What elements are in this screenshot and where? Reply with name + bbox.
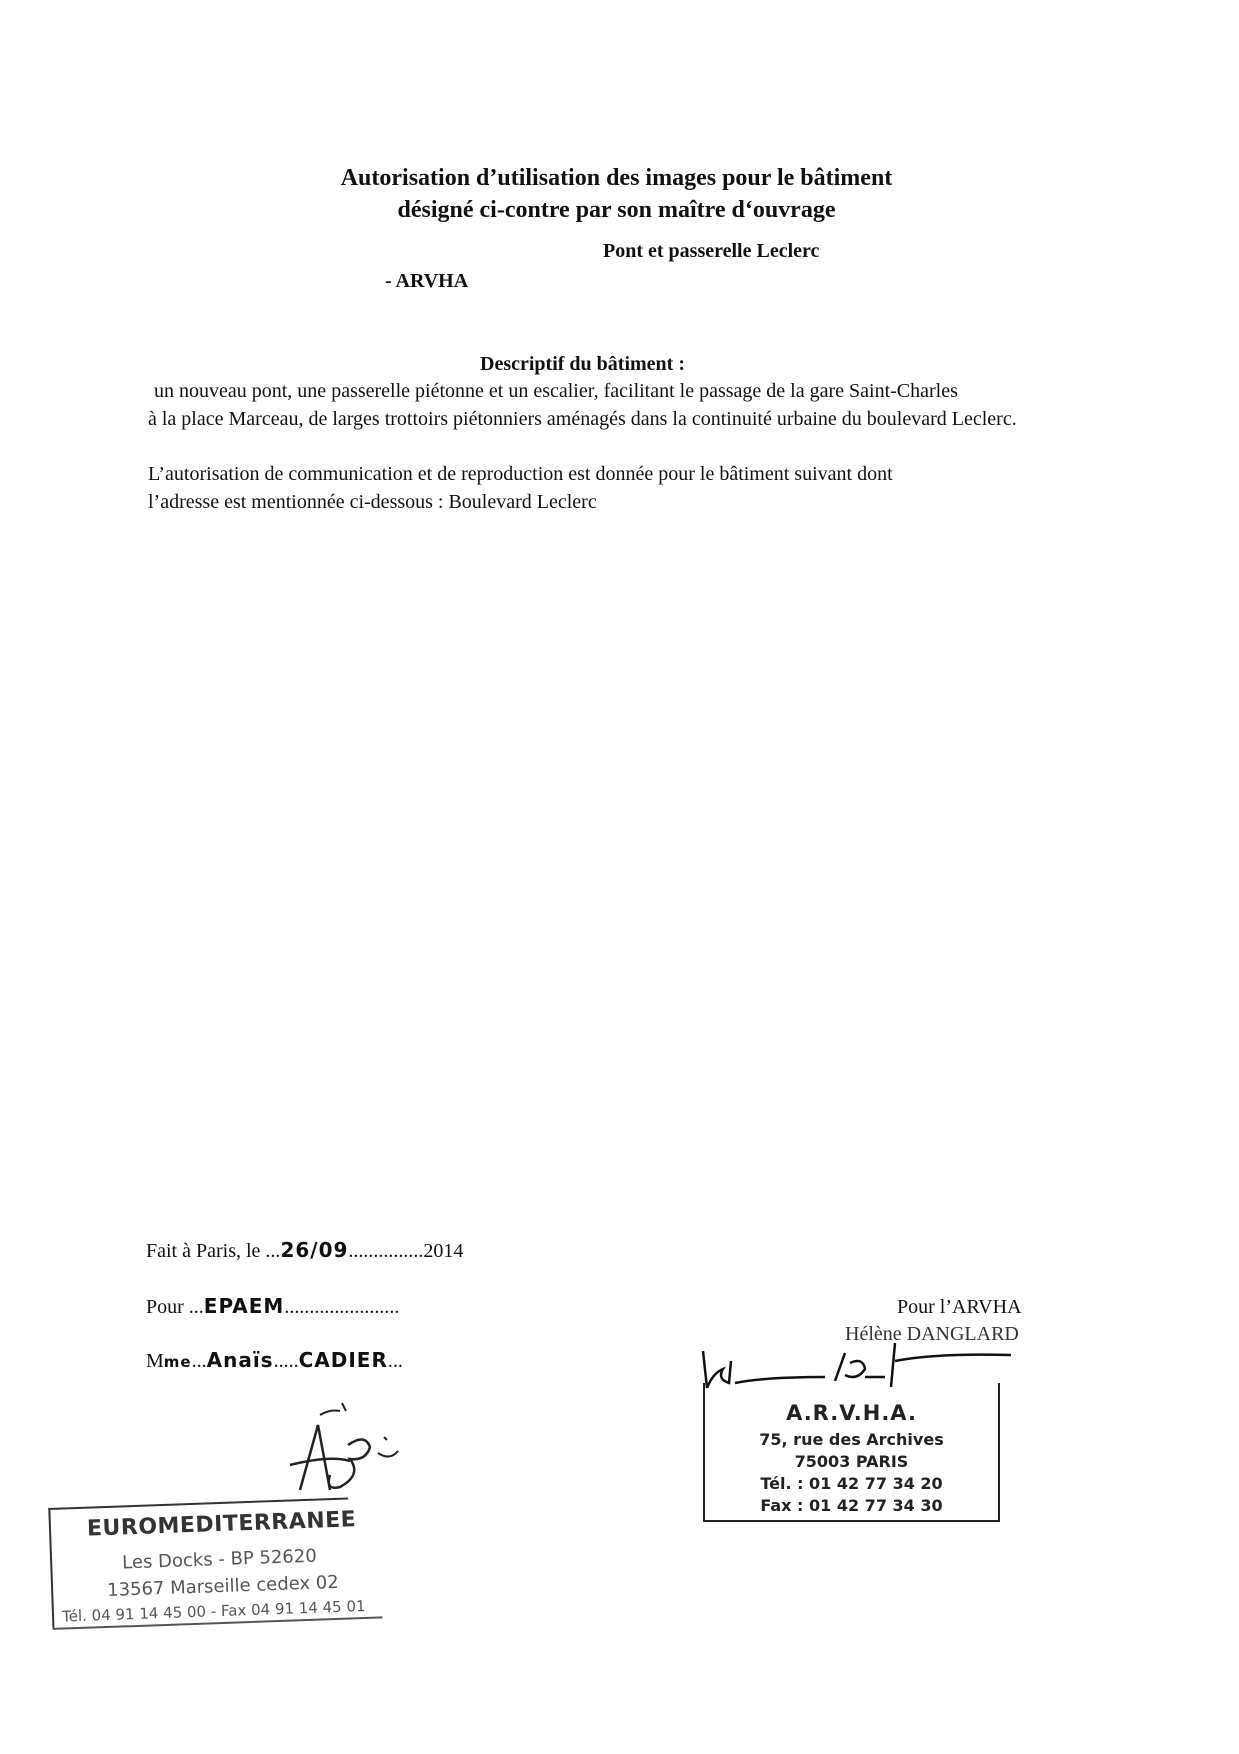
euromed-signature-icon	[270, 1395, 420, 1505]
date-suffix: ...............2014	[348, 1240, 464, 1262]
euromed-stamp-name: EUROMEDITERRANEE	[86, 1507, 357, 1542]
stamp-border	[48, 1508, 54, 1628]
authorization-line1: L’autorisation de communication et de reproduction est donnée pour le bâtiment suivant dont	[148, 463, 893, 485]
name-prefix: M	[146, 1350, 164, 1372]
name-dots2: .....	[273, 1350, 299, 1372]
document-title-line2: désigné ci-contre par son maître d‘ouvrage	[397, 197, 836, 223]
name-first-handwritten: Anaïs	[206, 1348, 274, 1372]
name-last-handwritten: CADIER	[298, 1348, 388, 1372]
document-title-line1: Autorisation d’utilisation des images pour le bâtiment	[340, 165, 893, 191]
arvha-signatory: Hélène DANGLARD	[845, 1323, 1019, 1345]
arvha-stamp	[703, 1383, 1000, 1522]
euromed-stamp-line2: 13567 Marseille cedex 02	[106, 1571, 340, 1601]
description-line2: à la place Marceau, de larges trottoirs piétonniers aménagés dans la continuité urbaine du boulevard Leclerc.	[148, 408, 1017, 430]
name-dots3: ...	[387, 1350, 403, 1372]
pour-suffix: .......................	[284, 1296, 400, 1318]
date-handwritten: 26/09	[280, 1238, 349, 1262]
date-line	[146, 1236, 463, 1265]
euromed-stamp-line3: Tél. 04 91 14 45 00 - Fax 04 91 14 45 01	[61, 1596, 366, 1626]
description-heading: Descriptif du bâtiment :	[480, 353, 685, 375]
date-prefix: Fait à Paris, le ...	[146, 1240, 281, 1262]
euromed-stamp-line1: Les Docks - BP 52620	[121, 1545, 318, 1574]
description-line1: un nouveau pont, une passerelle piétonne et un escalier, facilitant le passage de la gare Saint-Charles	[154, 380, 958, 402]
project-name: Pont et passerelle Leclerc	[603, 240, 820, 262]
arvha-pour-label: Pour l’ARVHA	[897, 1296, 1022, 1318]
arvha-stamp-title: A.R.V.H.A.	[786, 1401, 917, 1425]
arvha-stamp-city: 75003 PARIS	[794, 1452, 909, 1471]
euromed-stamp	[48, 1488, 392, 1630]
arvha-stamp-tel: Tél. : 01 42 77 34 20	[760, 1474, 943, 1493]
name-dots1: ...	[191, 1350, 207, 1372]
arvha-stamp-address: 75, rue des Archives	[759, 1430, 944, 1449]
arvha-stamp-fax: Fax : 01 42 77 34 30	[760, 1496, 943, 1515]
signatory-name-line	[146, 1346, 403, 1376]
pour-handwritten: EPAEM	[203, 1294, 285, 1318]
pour-prefix: Pour ...	[146, 1296, 204, 1318]
name-title-handwritten: me	[163, 1353, 192, 1371]
pour-line	[146, 1292, 399, 1321]
authorization-line2: l’adresse est mentionnée ci-dessous : Boulevard Leclerc	[148, 491, 597, 513]
owner-name: - ARVHA	[385, 270, 469, 292]
